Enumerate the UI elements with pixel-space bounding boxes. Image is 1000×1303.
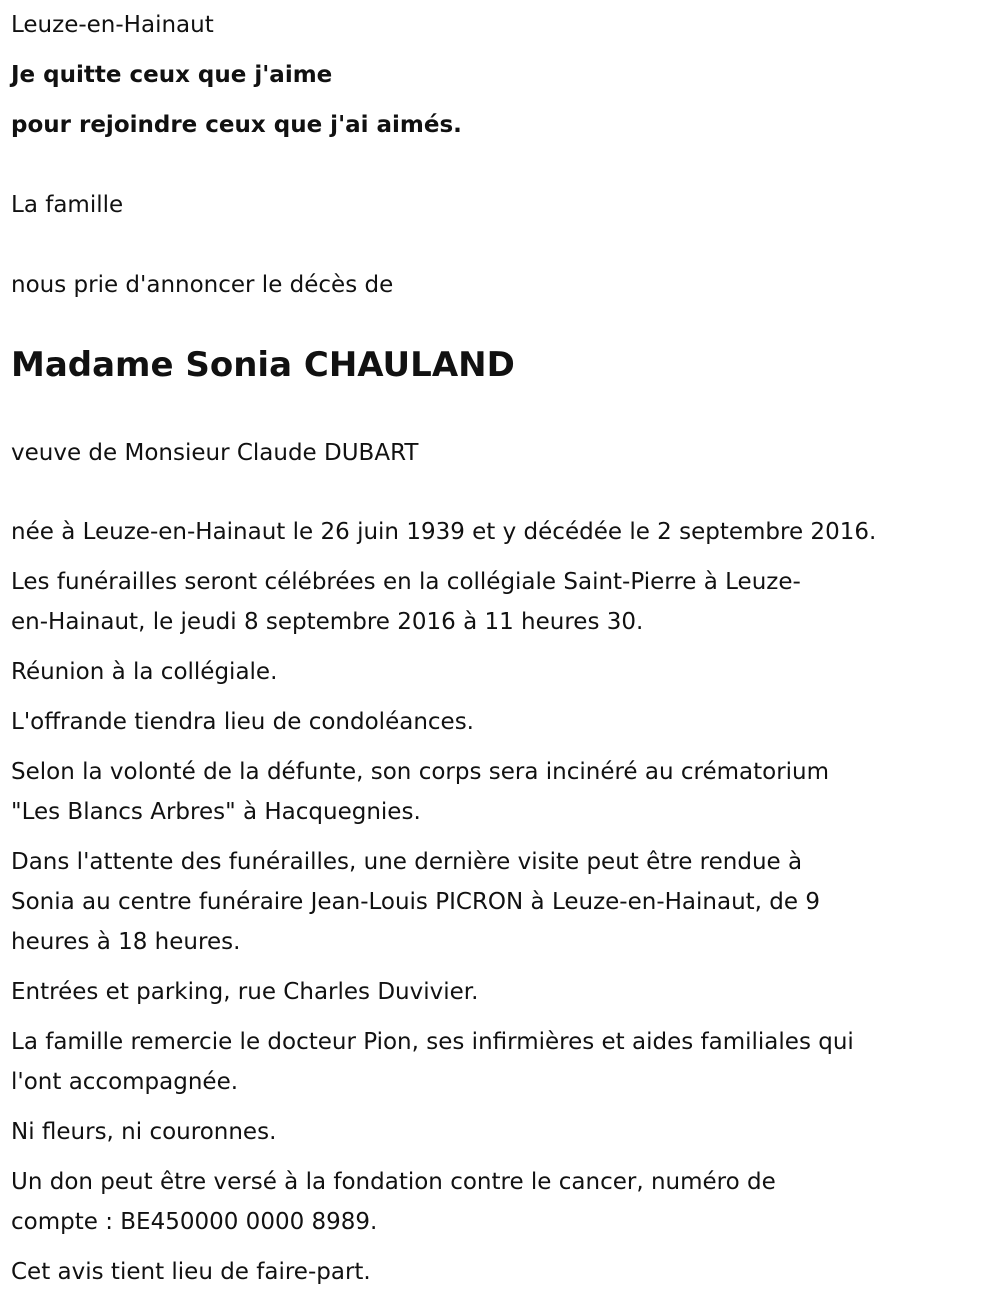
notice-paragraph xyxy=(11,1252,876,1292)
family-text: La famille xyxy=(11,192,124,218)
paragraph-line: Ni fleurs, ni couronnes. xyxy=(11,1119,277,1145)
notice-paragraph xyxy=(11,1112,876,1152)
notice-paragraph xyxy=(11,512,876,552)
quote-line-2: pour rejoindre ceux que j'ai aimés. xyxy=(11,112,462,138)
paragraph-line: Un don peut être versé à la fondation contre le cancer, numéro de xyxy=(11,1169,776,1195)
location: Leuze-en-Hainaut xyxy=(11,12,214,38)
notice-body xyxy=(11,512,876,1302)
paragraph-line: L'offrande tiendra lieu de condoléances. xyxy=(11,709,474,735)
quote-line-1: Je quitte ceux que j'aime xyxy=(11,62,333,88)
paragraph-line: Selon la volonté de la défunte, son corps sera incinéré au crématorium xyxy=(11,759,830,785)
paragraph-line: Dans l'attente des funérailles, une dernière visite peut être rendue à xyxy=(11,849,803,875)
paragraph-line: Cet avis tient lieu de faire-part. xyxy=(11,1259,371,1285)
paragraph-line: née à Leuze-en-Hainaut le 26 juin 1939 et y décédée le 2 septembre 2016. xyxy=(11,519,877,545)
notice-paragraph xyxy=(11,652,876,692)
announce-text: nous prie d'annoncer le décès de xyxy=(11,272,394,298)
deceased-name: Madame Sonia CHAULAND xyxy=(11,345,515,385)
notice-paragraph xyxy=(11,702,876,742)
spouse-text: veuve de Monsieur Claude DUBART xyxy=(11,440,419,466)
paragraph-line: Réunion à la collégiale. xyxy=(11,659,278,685)
paragraph-line: La famille remercie le docteur Pion, ses infirmières et aides familiales qui xyxy=(11,1029,854,1055)
paragraph-line: en-Hainaut, le jeudi 8 septembre 2016 à 11 heures 30. xyxy=(11,609,644,635)
paragraph-line: "Les Blancs Arbres" à Hacquegnies. xyxy=(11,799,421,825)
notice-paragraph xyxy=(11,752,876,832)
notice-paragraph xyxy=(11,562,876,642)
paragraph-line: Entrées et parking, rue Charles Duvivier. xyxy=(11,979,479,1005)
notice-paragraph xyxy=(11,1162,876,1242)
notice-paragraph xyxy=(11,972,876,1012)
notice-paragraph xyxy=(11,842,876,962)
paragraph-line: heures à 18 heures. xyxy=(11,929,241,955)
paragraph-line: l'ont accompagnée. xyxy=(11,1069,239,1095)
notice-paragraph xyxy=(11,1022,876,1102)
paragraph-line: Les funérailles seront célébrées en la collégiale Saint-Pierre à Leuze- xyxy=(11,569,801,595)
paragraph-line: compte : BE450000 0000 8989. xyxy=(11,1209,378,1235)
paragraph-line: Sonia au centre funéraire Jean-Louis PICRON à Leuze-en-Hainaut, de 9 xyxy=(11,889,820,915)
